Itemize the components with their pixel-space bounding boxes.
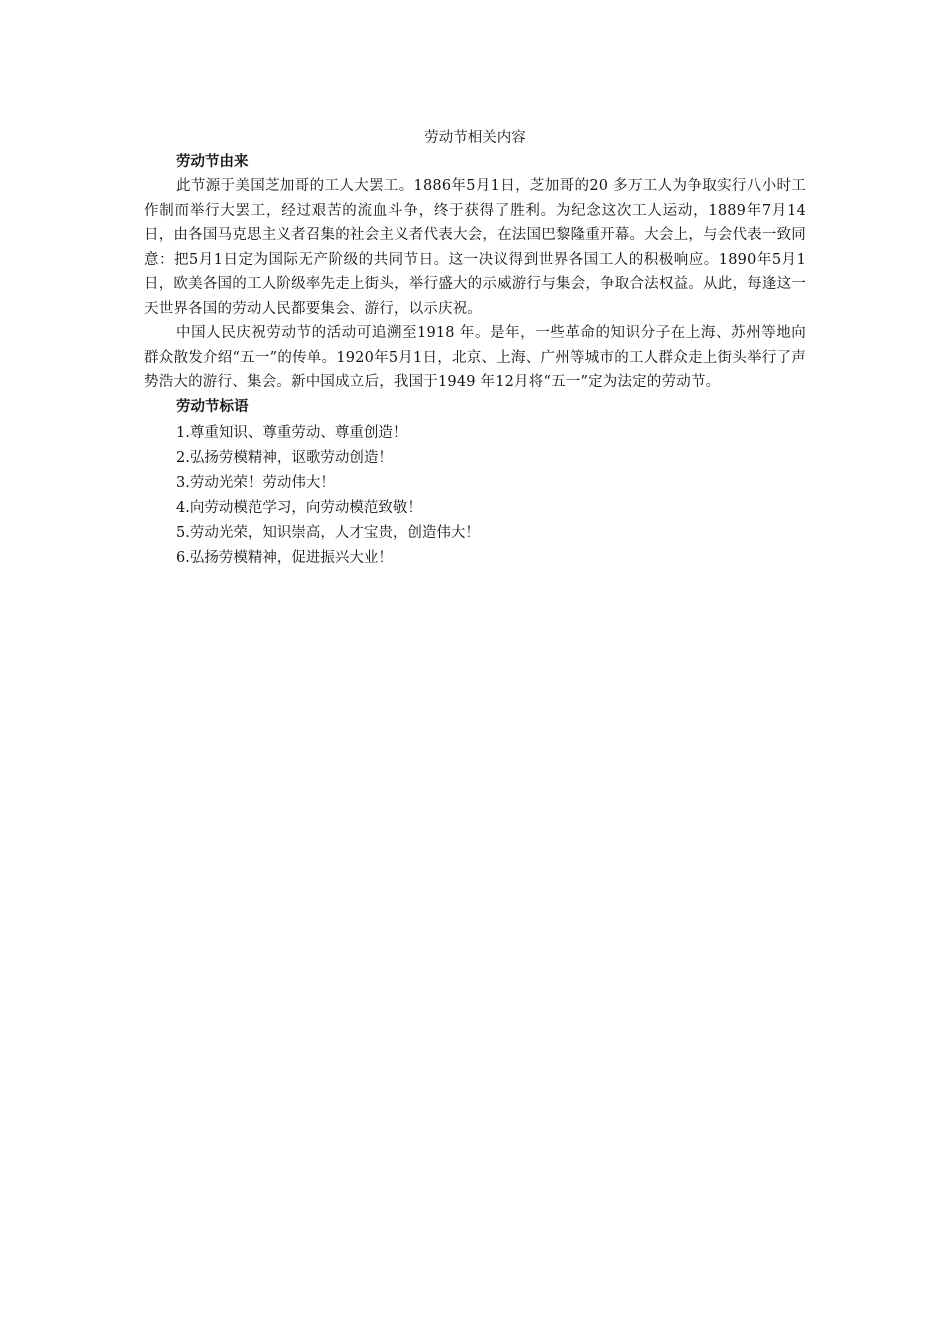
section-origin	[144, 150, 806, 395]
origin-paragraph-2: 中国人民庆祝劳动节的活动可追溯至1918 年。是年，一些革命的知识分子在上海、苏州等地向群众散发介绍“五一”的传单。1920年5月1日，北京、上海、广州等城市的工人群众走上街头举行了声势浩大的游行、集会。新中国成立后，我国于1949 年12月将“五一”定为法定的劳动节。	[144, 325, 806, 390]
document-page	[144, 126, 806, 571]
origin-paragraph-1: 此节源于美国芝加哥的工人大罢工。1886年5月1日，芝加哥的20 多万工人为争取实行八小时工作制而举行大罢工，经过艰苦的流血斗争，终于获得了胜利。为纪念这次工人运动，1889年7月14日，由各国马克思主义者召集的社会主义者代表大会，在法国巴黎隆重开幕。大会上，与会代表一致同意：把5月1日定为国际无产阶级的共同节日。这一决议得到世界各国工人的积极响应。1890年5月1日，欧美各国的工人阶级率先走上街头，举行盛大的示威游行与集会，争取合法权益。从此，每逢这一天世界各国的劳动人民都要集会、游行，以示庆祝。	[144, 178, 806, 317]
list-item: 1.尊重知识、尊重劳动、尊重创造！	[176, 424, 408, 441]
list-item: 4.向劳动模范学习，向劳动模范致敬！	[176, 499, 422, 516]
slogan-list	[144, 421, 806, 571]
list-item: 3.劳动光荣！劳动伟大！	[176, 474, 335, 491]
document-title: 劳动节相关内容	[424, 130, 526, 146]
section-slogans	[144, 395, 806, 571]
section-heading-slogans: 劳动节标语	[176, 398, 249, 415]
list-item: 2.弘扬劳模精神，讴歌劳动创造！	[176, 449, 393, 466]
list-item: 6.弘扬劳模精神，促进振兴大业！	[176, 549, 393, 566]
list-item: 5.劳动光荣，知识崇高，人才宝贵，创造伟大！	[176, 524, 480, 541]
section-heading-origin: 劳动节由来	[176, 154, 249, 170]
